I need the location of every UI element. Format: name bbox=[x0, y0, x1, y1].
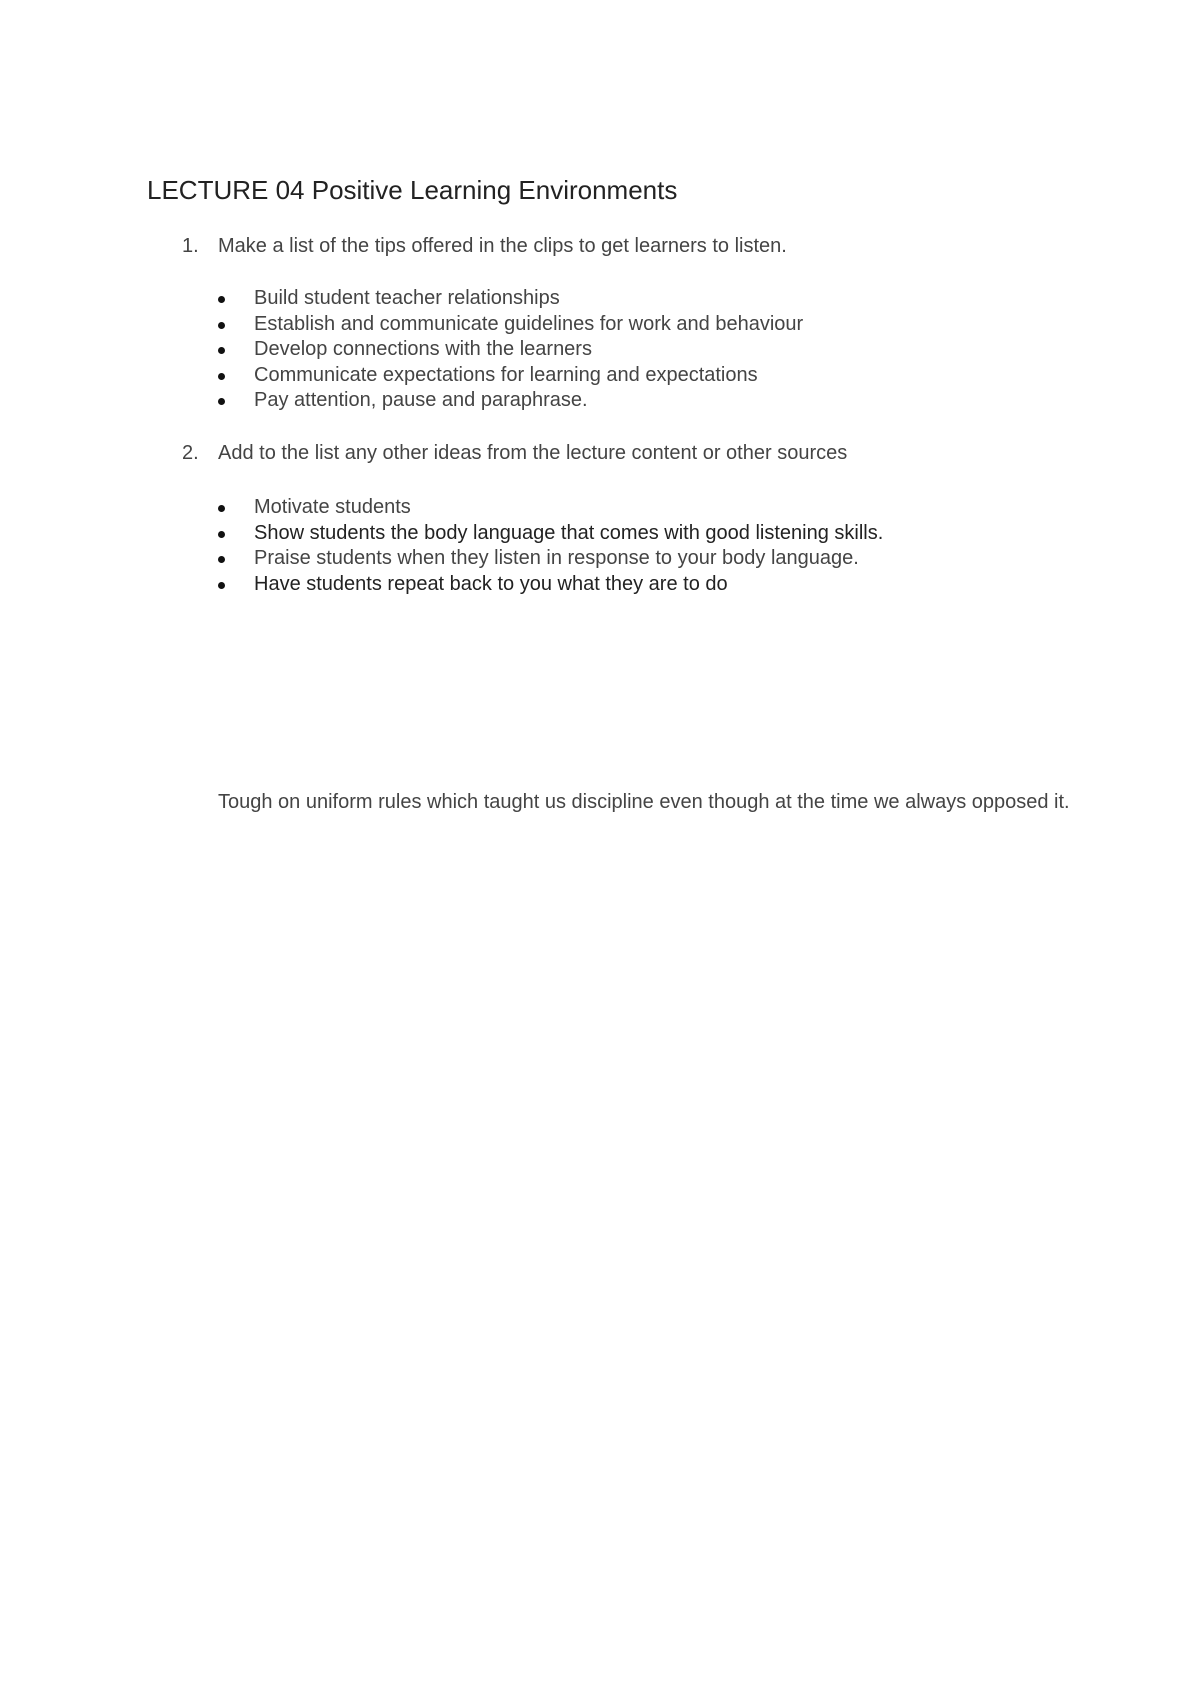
answer-list-1 bbox=[218, 286, 803, 414]
note-paragraph: Tough on uniform rules which taught us discipline even though at the time we always opposed it. bbox=[218, 791, 1070, 813]
question-2 bbox=[182, 440, 847, 466]
list-item: Show students the body language that comes with good listening skills. bbox=[218, 521, 883, 547]
question-text: Make a list of the tips offered in the clips to get learners to listen. bbox=[218, 235, 787, 257]
question-text: Add to the list any other ideas from the lecture content or other sources bbox=[218, 442, 848, 464]
list-item: Develop connections with the learners bbox=[218, 337, 803, 363]
list-item: Build student teacher relationships bbox=[218, 286, 803, 312]
list-item: Establish and communicate guidelines for work and behaviour bbox=[218, 312, 803, 338]
list-item: Motivate students bbox=[218, 495, 883, 521]
list-item: Praise students when they listen in response to your body language. bbox=[218, 546, 883, 572]
answer-list-2 bbox=[218, 495, 883, 597]
list-item: Have students repeat back to you what they are to do bbox=[218, 572, 883, 598]
document-title: LECTURE 04 Positive Learning Environments bbox=[147, 175, 678, 205]
list-item: Communicate expectations for learning and expectations bbox=[218, 363, 803, 389]
question-number: 2. bbox=[182, 442, 199, 464]
question-1 bbox=[182, 233, 787, 259]
question-number: 1. bbox=[182, 235, 199, 257]
list-item: Pay attention, pause and paraphrase. bbox=[218, 388, 803, 414]
